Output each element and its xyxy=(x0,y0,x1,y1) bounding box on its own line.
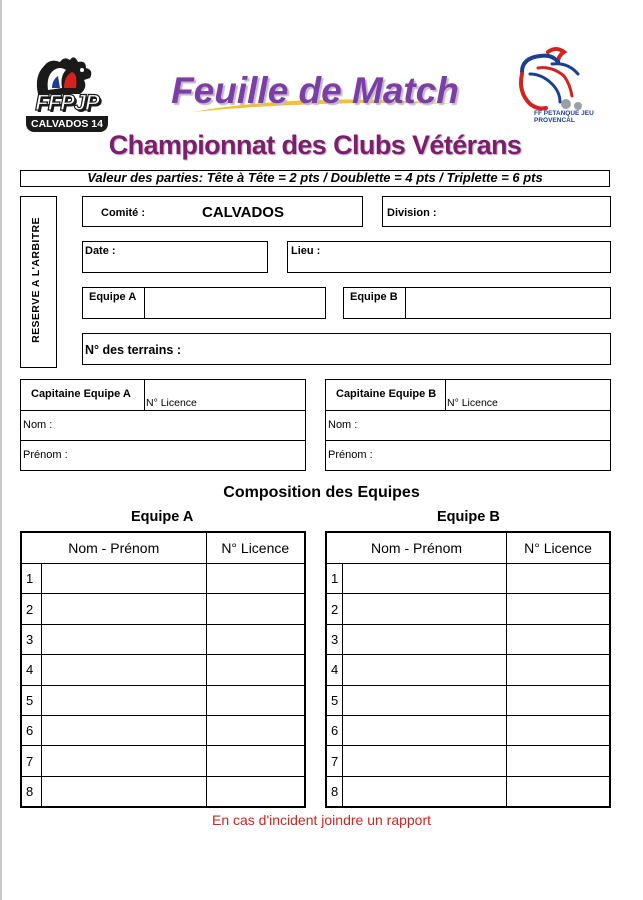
table-row xyxy=(326,564,610,594)
licence-cell[interactable] xyxy=(507,655,610,685)
page-title: Feuille de Match xyxy=(171,70,459,111)
terrains-field[interactable] xyxy=(82,333,611,365)
table-row xyxy=(21,594,305,624)
date-field[interactable] xyxy=(82,241,268,273)
date-label: Date : xyxy=(85,245,116,257)
table-row xyxy=(21,776,305,807)
table-row xyxy=(21,624,305,654)
capitaine-a-licence-label: N° Licence xyxy=(146,397,197,409)
reserve-arbitre-label: RESERVE A L'ARBITRE xyxy=(30,217,42,343)
capitaine-a-prenom-label: Prénom : xyxy=(23,449,68,461)
table-row xyxy=(21,685,305,715)
nom-prenom-cell[interactable] xyxy=(343,746,507,776)
licence-cell[interactable] xyxy=(507,594,610,624)
table-row xyxy=(21,715,305,745)
nom-prenom-cell[interactable] xyxy=(41,655,206,685)
licence-cell[interactable] xyxy=(507,715,610,745)
licence-cell[interactable] xyxy=(206,594,305,624)
points-value-banner: Valeur des parties: Tête à Tête = 2 pts / Doublette = 4 pts / Triplette = 6 pts xyxy=(20,170,610,187)
capitaine-a-nom-label: Nom : xyxy=(23,419,53,431)
ffpjp-logo-text: FFPJP xyxy=(35,90,99,115)
licence-cell[interactable] xyxy=(507,624,610,654)
table-row xyxy=(326,685,610,715)
nom-prenom-cell[interactable] xyxy=(343,564,507,594)
licence-cell[interactable] xyxy=(507,564,610,594)
capitaine-a-prenom-row[interactable] xyxy=(21,440,305,471)
equipe-a-divider xyxy=(144,288,145,318)
licence-cell[interactable] xyxy=(507,746,610,776)
licence-cell[interactable] xyxy=(206,685,305,715)
table-header-row xyxy=(21,532,305,564)
ff-petanque-logo xyxy=(508,44,598,136)
nom-prenom-cell[interactable] xyxy=(343,655,507,685)
incident-footer-note: En cas d'incident joindre un rapport xyxy=(211,812,432,828)
comite-value: CALVADOS xyxy=(202,204,284,221)
ffpjp-logo xyxy=(24,54,112,136)
table-row xyxy=(326,746,610,776)
page-edge xyxy=(0,0,2,900)
equipe-b-title: Equipe B xyxy=(437,509,500,525)
table-header-row xyxy=(326,532,610,564)
composition-title: Composition des Equipes xyxy=(223,484,420,501)
licence-cell[interactable] xyxy=(206,715,305,745)
table-row xyxy=(21,655,305,685)
row-number: 1 xyxy=(326,564,343,594)
table-row xyxy=(326,655,610,685)
nom-prenom-cell[interactable] xyxy=(41,685,206,715)
row-number: 2 xyxy=(21,594,41,624)
calvados-14-logo-text: CALVADOS 14 xyxy=(26,116,108,132)
capitaine-b-licence-label: N° Licence xyxy=(447,397,498,409)
terrains-label: N° des terrains : xyxy=(85,343,182,357)
capitaine-a-box xyxy=(20,379,306,471)
equipe-a-field[interactable] xyxy=(82,287,326,319)
row-number: 3 xyxy=(326,624,343,654)
licence-cell[interactable] xyxy=(206,776,305,807)
row-number: 1 xyxy=(21,564,41,594)
row-number: 5 xyxy=(326,685,343,715)
capitaine-b-nom-row[interactable] xyxy=(326,410,610,440)
row-number: 4 xyxy=(326,655,343,685)
capitaine-a-title: Capitaine Equipe A xyxy=(31,388,131,400)
licence-cell[interactable] xyxy=(507,685,610,715)
table-row xyxy=(326,624,610,654)
nom-prenom-cell[interactable] xyxy=(41,594,206,624)
col-header-licence: N° Licence xyxy=(507,532,610,564)
row-number: 6 xyxy=(326,715,343,745)
row-number: 4 xyxy=(21,655,41,685)
capitaine-b-prenom-label: Prénom : xyxy=(328,449,373,461)
nom-prenom-cell[interactable] xyxy=(343,624,507,654)
row-number: 5 xyxy=(21,685,41,715)
capitaine-a-nom-row[interactable] xyxy=(21,410,305,440)
division-label: Division : xyxy=(387,207,437,219)
licence-cell[interactable] xyxy=(206,746,305,776)
capitaine-b-box xyxy=(325,379,611,471)
comite-label: Comité : xyxy=(101,207,145,219)
nom-prenom-cell[interactable] xyxy=(343,685,507,715)
capitaine-b-title: Capitaine Equipe B xyxy=(336,388,437,400)
row-number: 7 xyxy=(326,746,343,776)
nom-prenom-cell[interactable] xyxy=(343,594,507,624)
nom-prenom-cell[interactable] xyxy=(343,776,507,807)
table-row xyxy=(326,594,610,624)
table-row xyxy=(326,715,610,745)
row-number: 8 xyxy=(21,776,41,807)
equipe-b-divider xyxy=(405,288,406,318)
capitaine-b-divider xyxy=(445,380,446,410)
reserve-arbitre-box xyxy=(20,196,57,368)
rooster-tricolor-logo-icon xyxy=(508,44,598,114)
equipe-b-field[interactable] xyxy=(343,287,611,319)
page-subtitle: Championnat des Clubs Vétérans xyxy=(108,130,522,160)
col-header-nom-prenom: Nom - Prénom xyxy=(326,532,507,564)
table-row xyxy=(21,564,305,594)
nom-prenom-cell[interactable] xyxy=(343,715,507,745)
table-row xyxy=(21,746,305,776)
ff-petanque-logo-text: FF PETANQUE JEU PROVENCAL xyxy=(534,110,594,124)
equipe-b-label: Equipe B xyxy=(350,291,398,303)
licence-cell[interactable] xyxy=(206,624,305,654)
lieu-field[interactable] xyxy=(287,241,611,273)
lieu-label: Lieu : xyxy=(291,245,321,257)
licence-cell[interactable] xyxy=(206,655,305,685)
licence-cell[interactable] xyxy=(206,564,305,594)
capitaine-a-divider xyxy=(144,380,145,410)
table-row xyxy=(326,776,610,807)
capitaine-b-prenom-row[interactable] xyxy=(326,440,610,471)
row-number: 2 xyxy=(326,594,343,624)
nom-prenom-cell[interactable] xyxy=(41,776,206,807)
nom-prenom-cell[interactable] xyxy=(41,564,206,594)
nom-prenom-cell[interactable] xyxy=(41,746,206,776)
equipe-b-table xyxy=(325,531,611,808)
row-number: 7 xyxy=(21,746,41,776)
col-header-licence: N° Licence xyxy=(206,532,305,564)
equipe-a-title: Equipe A xyxy=(131,509,194,525)
division-field[interactable] xyxy=(382,196,611,227)
equipe-a-label: Equipe A xyxy=(89,291,137,303)
licence-cell[interactable] xyxy=(507,776,610,807)
nom-prenom-cell[interactable] xyxy=(41,715,206,745)
capitaine-b-nom-label: Nom : xyxy=(328,419,358,431)
nom-prenom-cell[interactable] xyxy=(41,624,206,654)
row-number: 8 xyxy=(326,776,343,807)
row-number: 6 xyxy=(21,715,41,745)
col-header-nom-prenom: Nom - Prénom xyxy=(21,532,206,564)
equipe-a-table xyxy=(20,531,306,808)
row-number: 3 xyxy=(21,624,41,654)
